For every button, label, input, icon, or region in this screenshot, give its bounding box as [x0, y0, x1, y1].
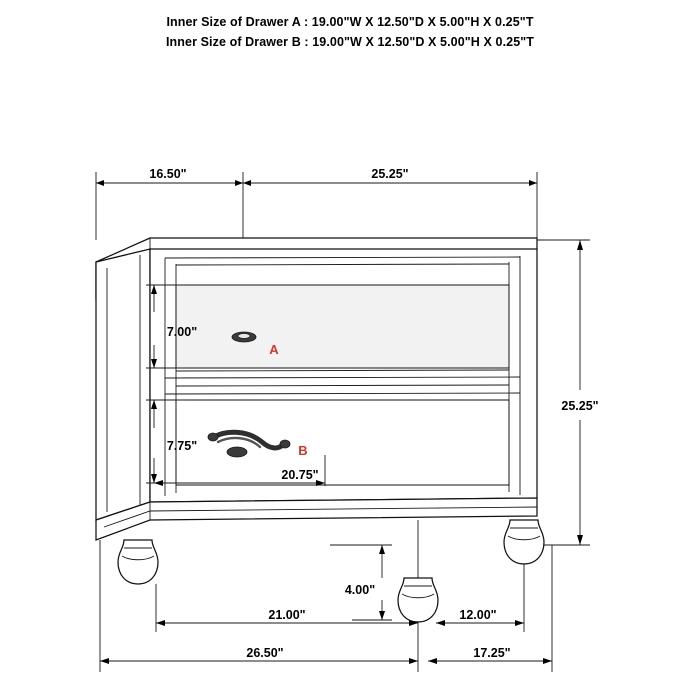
dim-base-side-depth: 12.00" [459, 608, 497, 622]
drawer-b-inner-size-text: Inner Size of Drawer B : 19.00"W X 12.50"D X 5.00"H X 0.25"T [165, 35, 535, 49]
label-drawer-a: A [269, 342, 279, 357]
leg-front-right [398, 520, 438, 622]
label-drawer-b: B [298, 443, 308, 458]
dim-right-height: 25.25" [561, 399, 599, 413]
dim-top-left: 16.50" [149, 167, 187, 181]
dim-base-front-width: 21.00" [268, 608, 306, 622]
dim-drawer-b-height: 7.75" [166, 439, 198, 453]
drawer-a-inner-size-text: Inner Size of Drawer A : 19.00"W X 12.50"D X 5.00"H X 0.25"T [166, 15, 534, 29]
dim-overall-depth: 17.25" [473, 646, 511, 660]
dim-drawer-a-height: 7.00" [166, 325, 198, 339]
drawer-a-knob-icon [232, 332, 256, 342]
leg-back-right [504, 520, 544, 564]
dim-overall-width: 26.50" [246, 646, 284, 660]
drawer-b-front [176, 400, 509, 485]
dim-leg-height: 4.00" [344, 583, 376, 597]
leg-front-left [118, 540, 158, 584]
dim-top-right: 25.25" [371, 167, 409, 181]
dim-drawer-b-width: 20.75" [281, 468, 319, 482]
right-height-dimension-group [537, 240, 590, 545]
cabinet-body [96, 238, 544, 622]
